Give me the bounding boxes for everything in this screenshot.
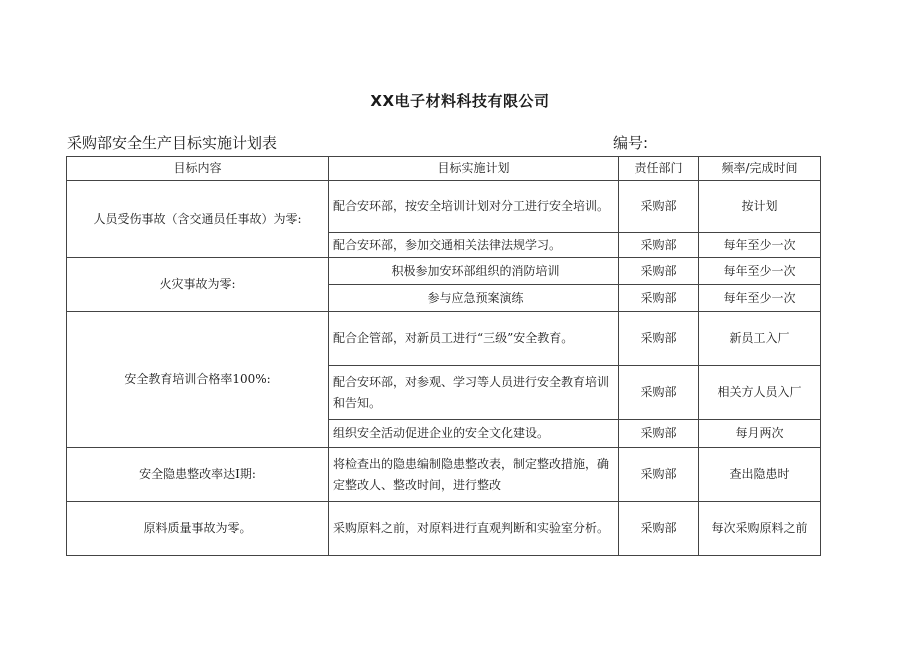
plan-cell: 配合安环部，对参观、学习等人员进行安全教育培训和告知。 <box>329 366 619 420</box>
safety-plan-table <box>66 156 821 556</box>
table-row <box>67 502 821 556</box>
plan-cell: 配合企管部，对新员工进行“三级”安全教育。 <box>329 312 619 366</box>
frequency-cell: 每月两次 <box>699 420 821 448</box>
frequency-cell: 每年至少一次 <box>699 258 821 285</box>
plan-cell: 参与应急预案演练 <box>329 285 619 312</box>
document-number-label: 编号: <box>613 134 649 152</box>
plan-cell: 组织安全活动促进企业的安全文化建设。 <box>329 420 619 448</box>
department-cell: 采购部 <box>619 285 699 312</box>
frequency-cell: 每年至少一次 <box>699 285 821 312</box>
frequency-cell: 每次采购原料之前 <box>699 502 821 556</box>
goal-cell: 人员受伤事故（含交通员任事故）为零: <box>67 181 329 258</box>
department-cell: 采购部 <box>619 258 699 285</box>
goal-cell: 原料质量事故为零。 <box>67 502 329 556</box>
department-cell: 采购部 <box>619 420 699 448</box>
company-title: XX电子材料科技有限公司 <box>370 92 550 110</box>
department-cell: 采购部 <box>619 366 699 420</box>
plan-cell: 配合安环部，参加交通相关法律法规学习。 <box>329 233 619 258</box>
table-subtitle: 采购部安全生产目标实施计划表 <box>67 134 278 152</box>
frequency-cell: 按计划 <box>699 181 821 233</box>
plan-cell: 将检查出的隐患编制隐患整改表，制定整改措施，确定整改人、整改时间，进行整改 <box>329 448 619 502</box>
department-cell: 采购部 <box>619 181 699 233</box>
plan-cell: 采购原料之前，对原料进行直观判断和实验室分析。 <box>329 502 619 556</box>
frequency-cell: 新员工入厂 <box>699 312 821 366</box>
department-cell: 采购部 <box>619 502 699 556</box>
table-row <box>67 448 821 502</box>
frequency-cell: 相关方人员入厂 <box>699 366 821 420</box>
goal-cell: 安全隐患整改率达I期: <box>67 448 329 502</box>
goal-cell: 安全教育培训合格率100%: <box>67 312 329 448</box>
column-header-goal: 目标内容 <box>67 157 329 181</box>
department-cell: 采购部 <box>619 312 699 366</box>
header-row <box>67 157 821 181</box>
plan-cell: 配合安环部，按安全培训计划对分工进行安全培训。 <box>329 181 619 233</box>
table-row <box>67 312 821 366</box>
goal-cell: 火灾事故为零: <box>67 258 329 312</box>
table-row <box>67 181 821 233</box>
table-row <box>67 258 821 285</box>
column-header-plan: 目标实施计划 <box>329 157 619 181</box>
column-header-department: 责任部门 <box>619 157 699 181</box>
department-cell: 采购部 <box>619 448 699 502</box>
frequency-cell: 查出隐患时 <box>699 448 821 502</box>
frequency-cell: 每年至少一次 <box>699 233 821 258</box>
plan-cell: 积极参加安环部组织的消防培训 <box>329 258 619 285</box>
department-cell: 采购部 <box>619 233 699 258</box>
column-header-frequency: 频率/完成时间 <box>699 157 821 181</box>
